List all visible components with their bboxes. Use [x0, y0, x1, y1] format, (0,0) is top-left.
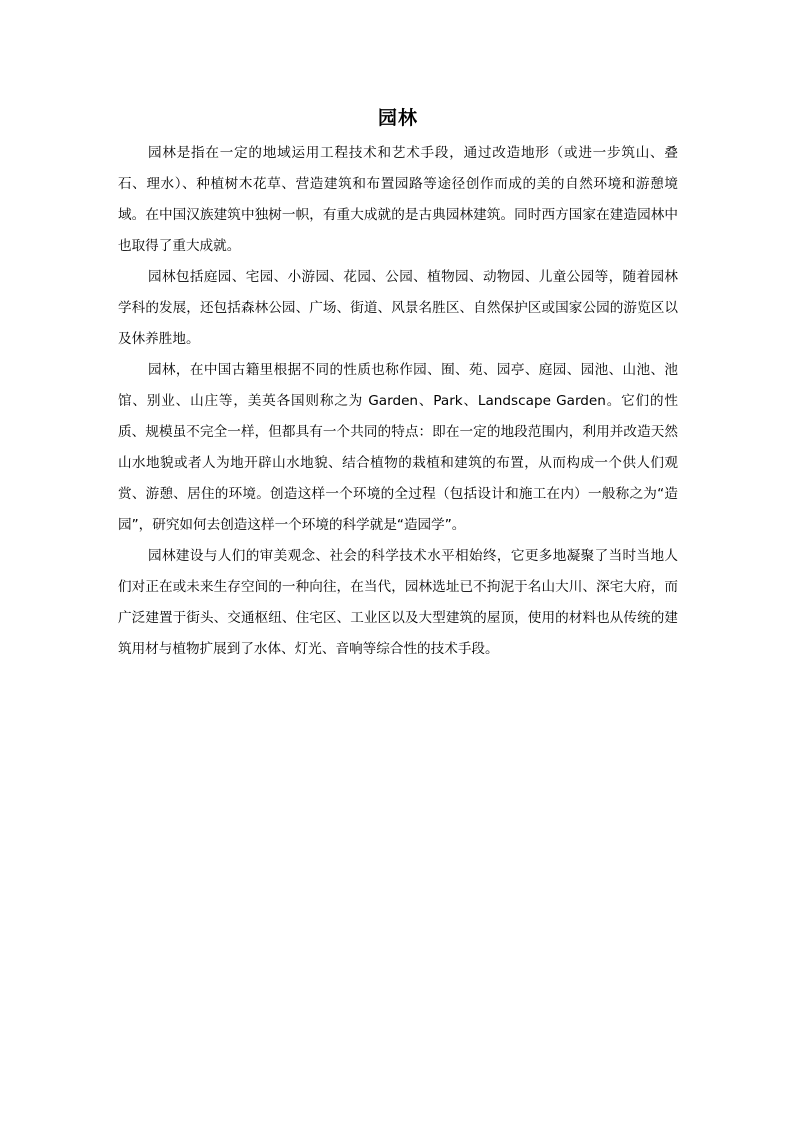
paragraph-3: 园林，在中国古籍里根据不同的性质也称作园、囿、苑、园亭、庭园、园池、山池、池馆、别业、山庄等，美英各国则称之为 Garden、Park、Landscape Garden。它们的性质、规模虽不完全一样，但都具有一个共同的特点：即在一定的地段范围内，利用并改造天然山水地貌或者人为地开辟山水地貌、结合植物的栽植和建筑的布置，从而构成一个供人们观赏、游憩、居住的环境。创造这样一个环境的全过程（包括设计和施工在内）一般称之为“造园”，研究如何去创造这样一个环境的科学就是“造园学”。 — [118, 362, 678, 533]
document-body — [118, 104, 678, 665]
paragraph-1: 园林是指在一定的地域运用工程技术和艺术手段，通过改造地形（或进一步筑山、叠石、理水）、种植树木花草、营造建筑和布置园路等途径创作而成的美的自然环境和游憩境域。在中国汉族建筑中独树一帜，有重大成就的是古典园林建筑。同时西方国家在建造园林中也取得了重大成就。 — [118, 145, 678, 254]
page-title: 园林 — [377, 107, 418, 129]
paragraph-2: 园林包括庭园、宅园、小游园、花园、公园、植物园、动物园、儿童公园等，随着园林学科的发展，还包括森林公园、广场、街道、风景名胜区、自然保护区或国家公园的游览区以及休养胜地。 — [118, 269, 678, 347]
paragraph-4: 园林建设与人们的审美观念、社会的科学技术水平相始终，它更多地凝聚了当时当地人们对正在或未来生存空间的一种向往，在当代，园林选址已不拘泥于名山大川、深宅大府，而广泛建置于街头、交通枢纽、住宅区、工业区以及大型建筑的屋顶，使用的材料也从传统的建筑用材与植物扩展到了水体、灯光、音响等综合性的技术手段。 — [118, 548, 678, 657]
